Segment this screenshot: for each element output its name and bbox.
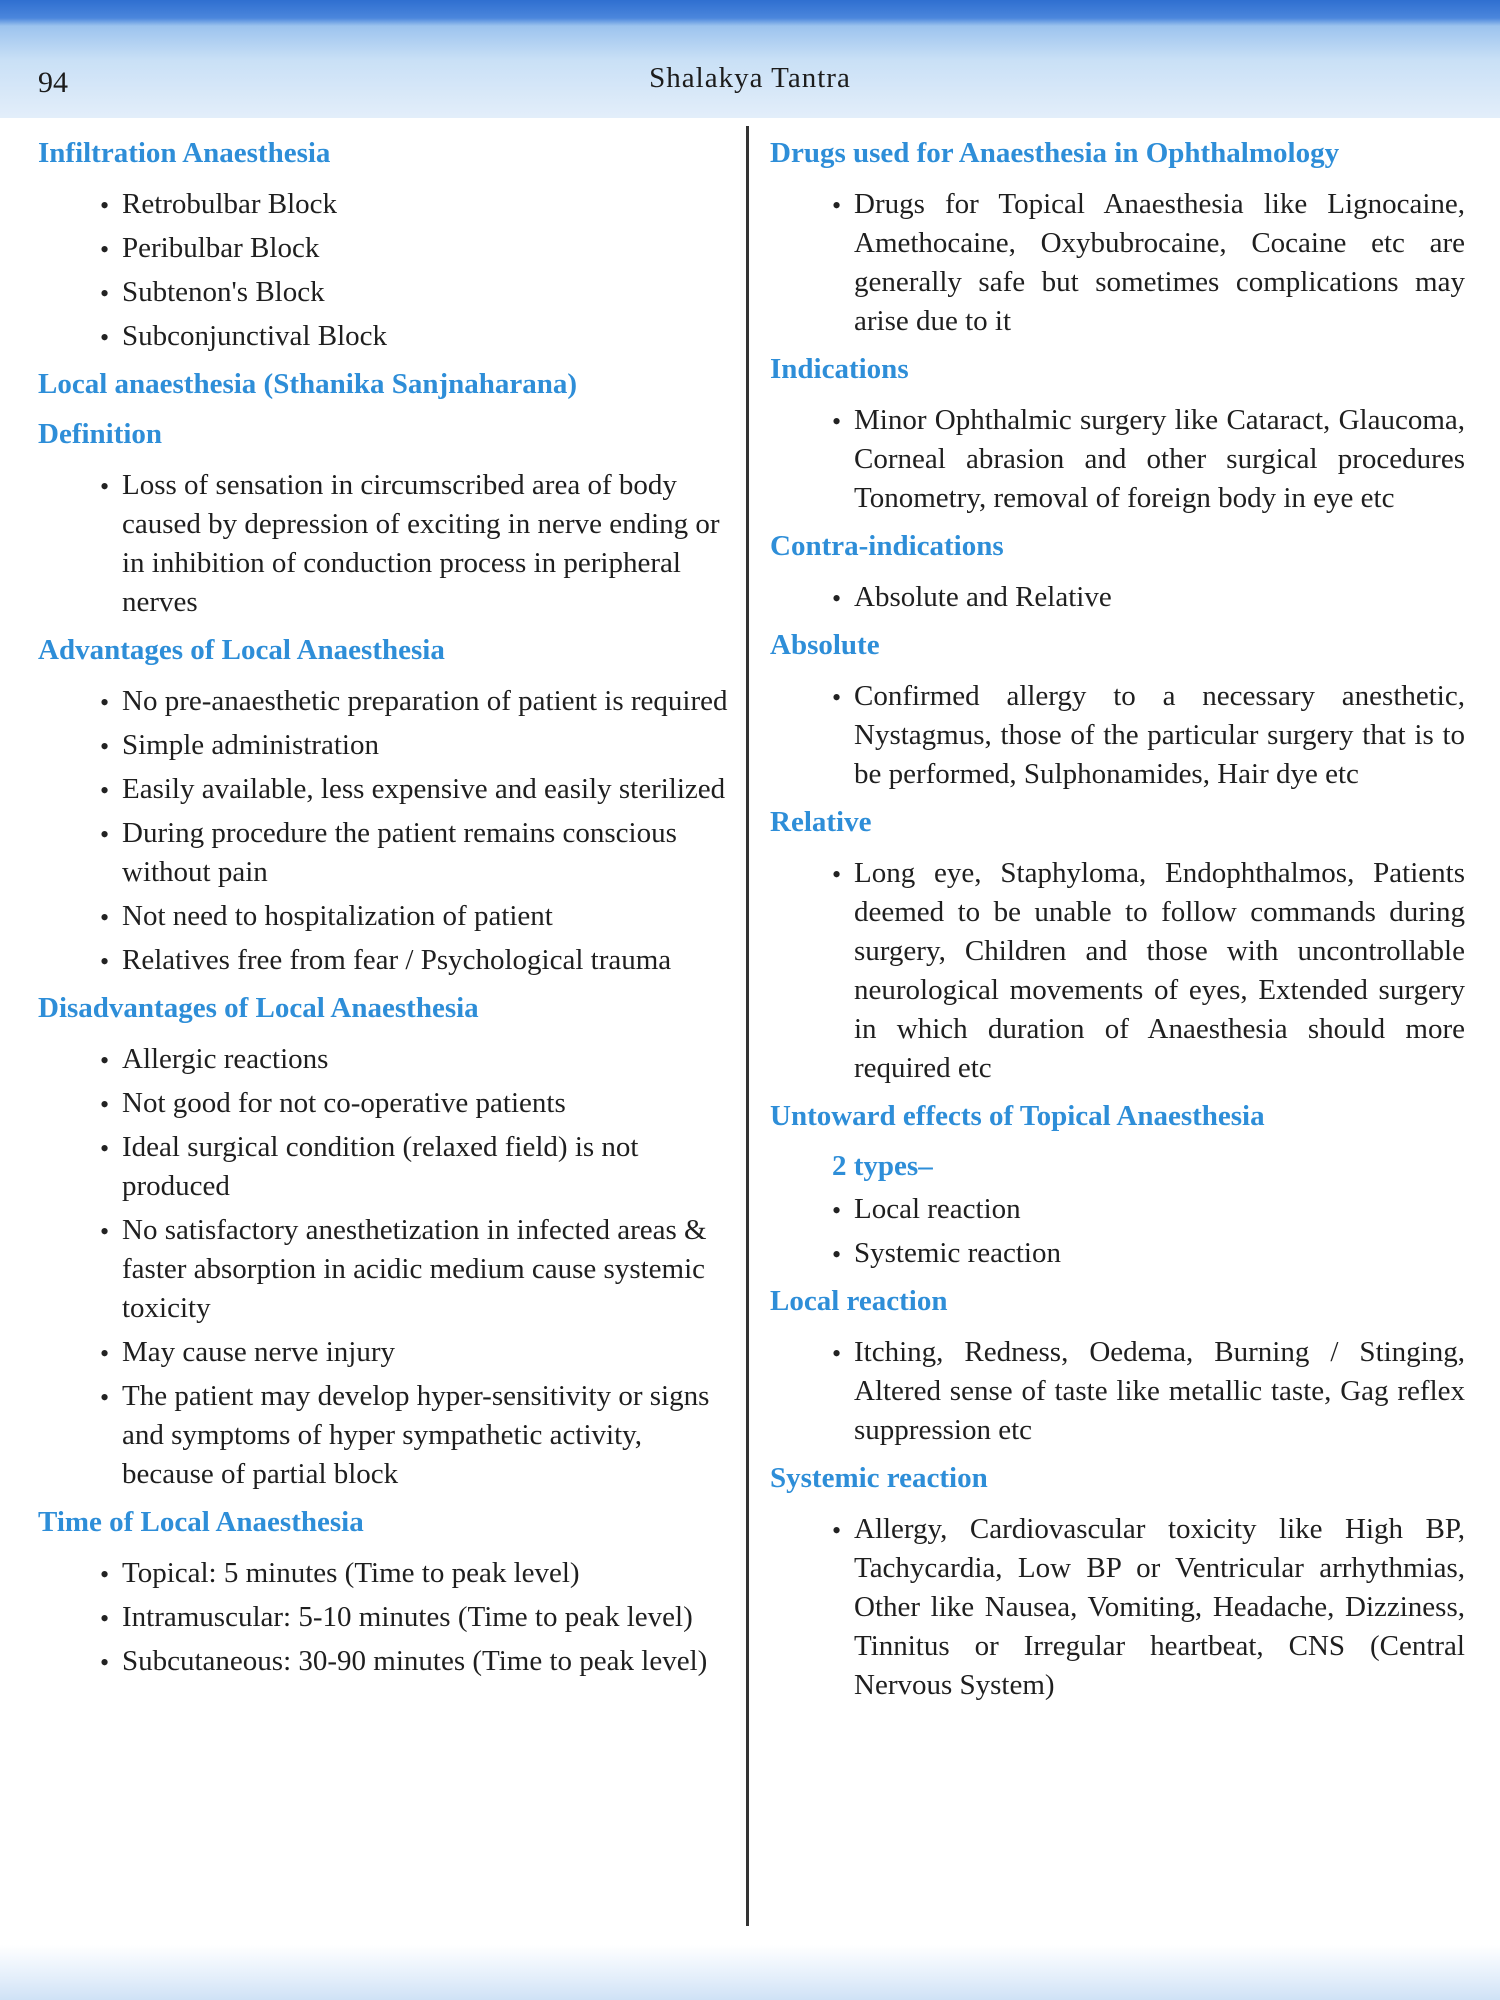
list-item: • Subtenon's Block (100, 273, 738, 312)
footer-band (0, 1945, 1500, 2000)
section-heading-relative: Relative (770, 806, 872, 838)
right-column (770, 135, 1465, 1715)
page-number: 94 (38, 66, 68, 99)
list-item: • Confirmed allergy to a necessary anesthetic, Nystagmus, those of the particular surgery that is to be performed, Sulphonamides, Hair dye etc (832, 677, 1465, 794)
relative-list (770, 854, 1465, 1088)
list-item: • Allergy, Cardiovascular toxicity like High BP, Tachycardia, Low BP or Ventricular arrhythmias, Other like Nausea, Vomiting, Headache, Dizziness, Tinnitus or Irregular heartbeat, CNS (Central Nervous System) (832, 1510, 1465, 1705)
section-heading-time: Time of Local Anaesthesia (38, 1506, 364, 1538)
list-item: • Absolute and Relative (832, 578, 1465, 617)
section-heading-contra-indications: Contra-indications (770, 530, 1004, 562)
list-item: • The patient may develop hyper-sensitivity or signs and symptoms of hyper sympathetic activity, because of partial block (100, 1377, 738, 1494)
list-item: • Drugs for Topical Anaesthesia like Lignocaine, Amethocaine, Oxybubrocaine, Cocaine etc are generally safe but sometimes complications may arise due to it (832, 185, 1465, 341)
list-item: • No pre-anaesthetic preparation of patient is required (100, 682, 738, 721)
list-item: • Long eye, Staphyloma, Endophthalmos, Patients deemed to be unable to follow commands during surgery, Children and those with uncontrollable neurological movements of eyes, Extended surgery in which duration of Anaesthesia should more required etc (832, 854, 1465, 1088)
list-item: • Easily available, less expensive and easily sterilized (100, 770, 738, 809)
list-item: • During procedure the patient remains conscious without pain (100, 814, 738, 892)
list-item: • Not good for not co-operative patients (100, 1084, 738, 1123)
list-item: • Loss of sensation in circumscribed area of body caused by depression of exciting in nerve ending or in inhibition of conduction process in peripheral nerves (100, 466, 738, 622)
list-item: • Itching, Redness, Oedema, Burning / Stinging, Altered sense of taste like metallic taste, Gag reflex suppression etc (832, 1333, 1465, 1450)
column-divider (746, 126, 749, 1926)
list-item: • Retrobulbar Block (100, 185, 738, 224)
list-item: • Subconjunctival Block (100, 317, 738, 356)
list-item: • Ideal surgical condition (relaxed field) is not produced (100, 1128, 738, 1206)
untoward-effects-list (770, 1190, 1465, 1273)
section-heading-untoward-effects: Untoward effects of Topical Anaesthesia (770, 1100, 1265, 1132)
section-heading-infiltration: Infiltration Anaesthesia (38, 137, 331, 169)
list-item: • No satisfactory anesthetization in infected areas & faster absorption in acidic medium cause systemic toxicity (100, 1211, 738, 1328)
list-item: • Minor Ophthalmic surgery like Cataract, Glaucoma, Corneal abrasion and other surgical procedures Tonometry, removal of foreign body in eye etc (832, 401, 1465, 518)
list-item: • Allergic reactions (100, 1040, 738, 1079)
list-item: • Simple administration (100, 726, 738, 765)
contra-indications-list (770, 578, 1465, 617)
definition-list (38, 466, 738, 622)
section-heading-disadvantages: Disadvantages of Local Anaesthesia (38, 992, 479, 1024)
list-item: • Systemic reaction (832, 1234, 1465, 1273)
section-heading-drugs: Drugs used for Anaesthesia in Ophthalmology (770, 137, 1340, 169)
disadvantages-list (38, 1040, 738, 1494)
list-item: • Peribulbar Block (100, 229, 738, 268)
advantages-list (38, 682, 738, 980)
section-heading-systemic-reaction: Systemic reaction (770, 1462, 988, 1494)
section-heading-indications: Indications (770, 353, 909, 385)
list-item: • Local reaction (832, 1190, 1465, 1229)
book-title: Shalakya Tantra (649, 62, 851, 94)
infiltration-list (38, 185, 738, 356)
list-item: • Topical: 5 minutes (Time to peak level) (100, 1554, 738, 1593)
left-column (38, 135, 738, 1691)
header-band (0, 0, 1500, 118)
list-item: • Intramuscular: 5-10 minutes (Time to peak level) (100, 1598, 738, 1637)
absolute-list (770, 677, 1465, 794)
list-item: • May cause nerve injury (100, 1333, 738, 1372)
section-heading-local-reaction: Local reaction (770, 1285, 948, 1317)
time-list (38, 1554, 738, 1681)
section-heading-absolute: Absolute (770, 629, 880, 661)
local-reaction-list (770, 1333, 1465, 1450)
drugs-list (770, 185, 1465, 341)
systemic-reaction-list (770, 1510, 1465, 1705)
indications-list (770, 401, 1465, 518)
section-heading-advantages: Advantages of Local Anaesthesia (38, 634, 445, 666)
subheading-types: 2 types– (832, 1150, 933, 1182)
section-heading-local-anaesthesia: Local anaesthesia (Sthanika Sanjnaharana) (38, 368, 578, 400)
list-item: • Subcutaneous: 30-90 minutes (Time to peak level) (100, 1642, 738, 1681)
section-heading-definition: Definition (38, 418, 163, 450)
list-item: • Not need to hospitalization of patient (100, 897, 738, 936)
list-item: • Relatives free from fear / Psychological trauma (100, 941, 738, 980)
